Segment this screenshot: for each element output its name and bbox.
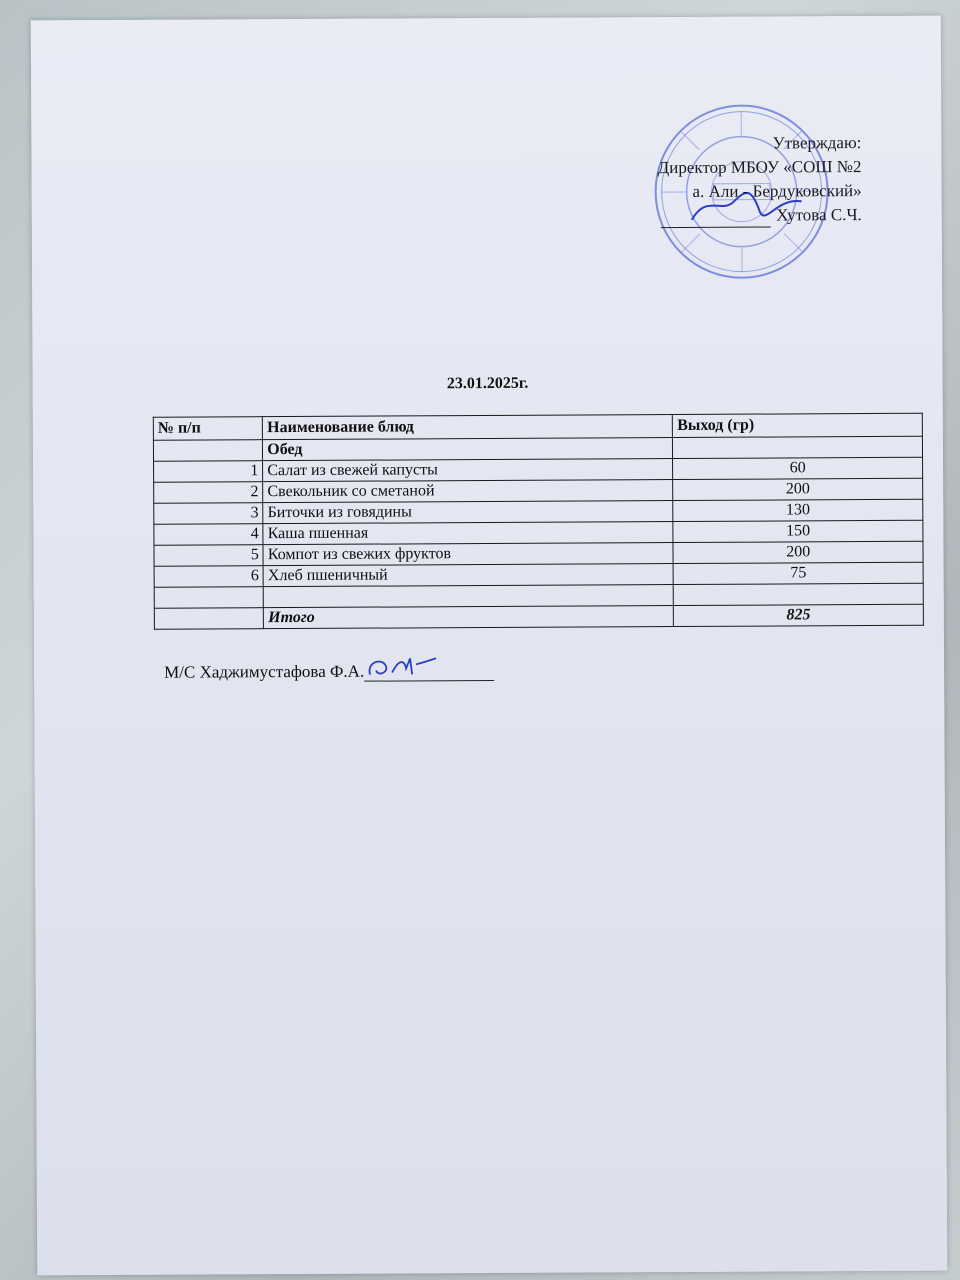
- handwritten-signature: [364, 652, 444, 680]
- row-number: 3: [154, 503, 263, 525]
- menu-table: [153, 413, 924, 630]
- approval-signature-row: [658, 203, 862, 228]
- row-yield: 150: [673, 520, 923, 542]
- approval-position: Директор МБОУ «СОШ №2: [657, 157, 862, 178]
- document-page: [31, 16, 948, 1276]
- row-number: 2: [154, 482, 263, 504]
- approval-block: [657, 131, 861, 228]
- header-number: № п/п: [153, 417, 262, 441]
- row-dish: Компот из свежих фруктов: [263, 543, 673, 566]
- row-number: 5: [154, 545, 263, 567]
- row-dish: Салат из свежей капусты: [263, 459, 673, 482]
- nurse-signature-block: [164, 661, 494, 683]
- row-dish: Каша пшенная: [263, 522, 673, 545]
- approval-school: а. Али - Бердуковский»: [692, 181, 862, 201]
- row-dish: Свекольник со сметаной: [263, 480, 673, 503]
- approval-signer: Хутова С.Ч.: [776, 205, 862, 225]
- nurse-signature-line: [364, 664, 494, 682]
- row-dish: Биточки из говядины: [263, 501, 673, 524]
- header-dish-name: Наименование блюд: [263, 415, 673, 440]
- menu-date: 23.01.2025г.: [446, 374, 529, 393]
- row-number: 1: [154, 461, 263, 483]
- row-number: 6: [154, 566, 263, 588]
- total-label: Итого: [264, 606, 674, 629]
- row-dish: Хлеб пшеничный: [263, 564, 673, 587]
- header-yield: Выход (гр): [673, 413, 923, 437]
- row-yield: 60: [673, 457, 923, 479]
- row-yield: 75: [673, 562, 923, 584]
- row-yield: 200: [673, 541, 923, 563]
- row-yield: 200: [673, 478, 923, 500]
- nurse-name: М/С Хаджимустафова Ф.А.: [164, 661, 365, 682]
- table-total-row: [154, 604, 923, 629]
- approval-title: Утверждаю:: [772, 133, 862, 153]
- signature-line: [660, 211, 770, 229]
- row-yield: 130: [673, 499, 923, 521]
- section-label: Обед: [263, 438, 673, 461]
- row-number: 4: [154, 524, 263, 546]
- total-value: 825: [674, 604, 924, 626]
